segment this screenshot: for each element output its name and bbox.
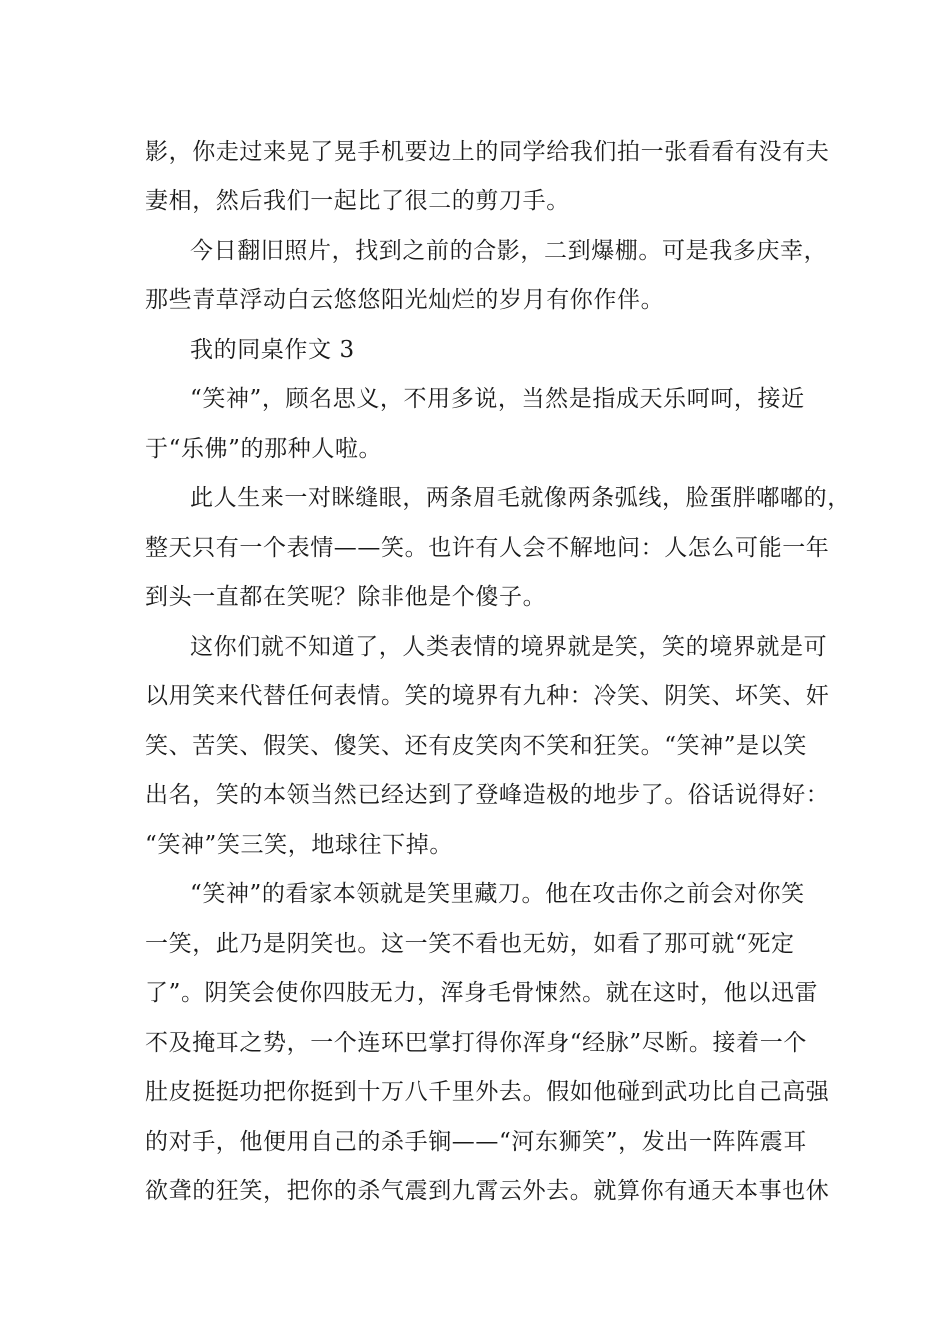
- section-heading: 我的同桌作文 3: [190, 337, 355, 363]
- text-line: 一笑，此乃是阴笑也。这一笑不看也无妨，如看了那可就“死定: [145, 931, 795, 957]
- text-line: 影，你走过来晃了晃手机要边上的同学给我们拍一张看看有没有夫: [145, 139, 830, 165]
- text-line: 出名，笑的本领当然已经达到了登峰造极的地步了。俗话说得好：: [145, 782, 830, 808]
- text-line: 的对手，他便用自己的杀手锏——“河东狮笑”，发出一阵阵震耳: [145, 1129, 807, 1155]
- text-line: 肚皮挺挺功把你挺到十万八千里外去。假如他碰到武功比自己高强: [145, 1079, 830, 1105]
- text-line: 整天只有一个表情——笑。也许有人会不解地问：人怎么可能一年: [145, 535, 830, 561]
- paragraph-start-line: 此人生来一对眯缝眼，两条眉毛就像两条弧线，脸蛋胖嘟嘟的，: [190, 485, 851, 511]
- text-line: 于“乐佛”的那种人啦。: [145, 436, 383, 462]
- paragraph-start-line: “笑神”的看家本领就是笑里藏刀。他在攻击你之前会对你笑: [190, 881, 805, 907]
- paragraph-start-line: “笑神”，顾名思义，不用多说，当然是指成天乐呵呵，接近: [190, 386, 805, 412]
- text-line: 笑、苦笑、假笑、傻笑、还有皮笑肉不笑和狂笑。“笑神”是以笑: [145, 733, 807, 759]
- paragraph-start-line: 这你们就不知道了，人类表情的境界就是笑，笑的境界就是可: [190, 634, 828, 660]
- paragraph-start-line: 今日翻旧照片，找到之前的合影，二到爆棚。可是我多庆幸，: [190, 238, 828, 264]
- text-line: 欲聋的狂笑，把你的杀气震到九霄云外去。就算你有通天本事也休: [145, 1178, 830, 1204]
- text-line: “笑神”笑三笑，地球往下掉。: [145, 832, 453, 858]
- text-line: 了”。阴笑会使你四肢无力，浑身毛骨悚然。就在这时，他以迅雷: [145, 980, 819, 1006]
- text-line: 那些青草浮动白云悠悠阳光灿烂的岁月有你作伴。: [145, 287, 665, 313]
- text-line: 以用笑来代替任何表情。笑的境界有九种：冷笑、阴笑、坏笑、奸: [145, 683, 830, 709]
- text-line: 到头一直都在笑呢？除非他是个傻子。: [145, 584, 547, 610]
- text-line: 不及掩耳之势，一个连环巴掌打得你浑身“经脉”尽断。接着一个: [145, 1030, 807, 1056]
- text-line: 妻相，然后我们一起比了很二的剪刀手。: [145, 188, 570, 214]
